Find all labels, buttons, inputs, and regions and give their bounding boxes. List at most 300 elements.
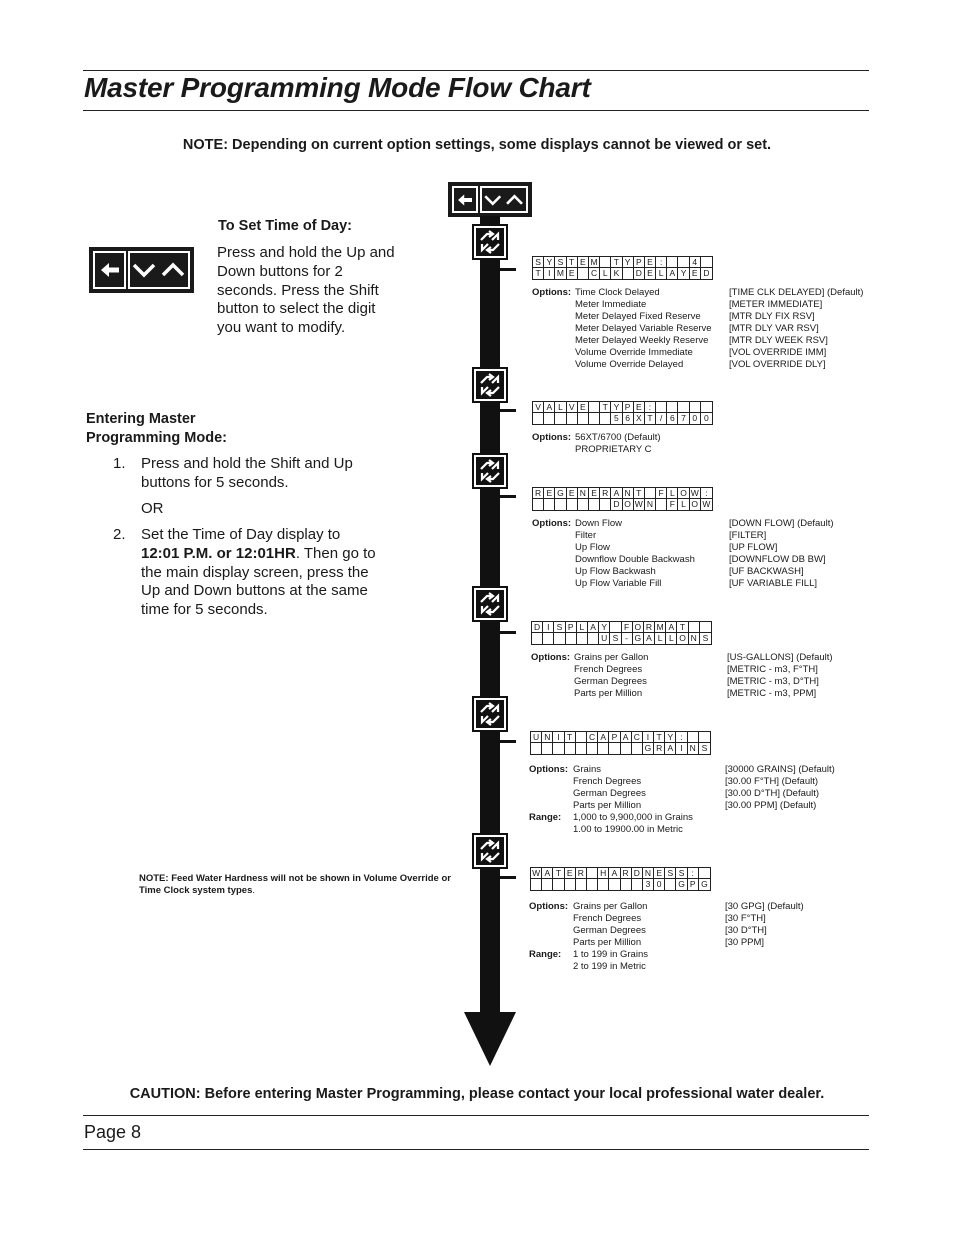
lcd-cell: :	[656, 257, 667, 268]
option-item: Time Clock Delayed	[575, 287, 660, 298]
lcd-cell: O	[678, 488, 689, 499]
lcd-cell: S	[554, 622, 565, 633]
lcd-cell: T	[533, 268, 544, 279]
lcd-cell: E	[578, 402, 589, 413]
lcd-cell: S	[676, 868, 687, 879]
lcd-cell: T	[567, 257, 578, 268]
lcd-cell: A	[611, 488, 622, 499]
lcd-cell: G	[643, 743, 654, 754]
lcd-cell: G	[701, 879, 708, 889]
lcd-cell: N	[689, 633, 700, 644]
lcd-cell: L	[666, 633, 677, 644]
lcd-cell: M	[555, 268, 566, 279]
down-up-chevron-icon	[482, 191, 526, 209]
option-value: [DOWNFLOW DB BW]	[729, 554, 826, 565]
flow-tick	[500, 409, 516, 412]
lcd-cell	[576, 879, 587, 890]
option-item: 56XT/6700 (Default)	[575, 432, 661, 443]
lcd-cell: I	[676, 743, 687, 754]
option-value: [30000 GRAINS] (Default)	[725, 764, 835, 775]
lcd-cell: A	[544, 402, 555, 413]
lcd-cell: S	[610, 633, 621, 644]
range-list	[573, 812, 693, 836]
lcd-cell: F	[622, 622, 633, 633]
lcd-cell	[578, 413, 589, 424]
option-item: Meter Delayed Weekly Reserve	[575, 335, 709, 346]
option-item: German Degrees	[573, 788, 646, 799]
lcd-cell	[531, 743, 542, 754]
lcd-display	[532, 401, 713, 425]
option-value: [FILTER]	[729, 530, 767, 541]
option-item: Filter	[575, 530, 597, 541]
option-item: German Degrees	[574, 676, 647, 687]
lcd-cell: N	[623, 488, 634, 499]
shift-button	[474, 835, 506, 867]
options-label: Options:	[532, 287, 572, 298]
lcd-cell	[565, 743, 576, 754]
lcd-cell	[589, 413, 600, 424]
lcd-cell: T	[645, 413, 656, 424]
lcd-cell: E	[654, 868, 665, 879]
options-list	[573, 764, 646, 812]
lcd-cell	[678, 402, 689, 413]
option-value: [METRIC - m3, F°TH]	[727, 664, 818, 675]
shift-arrows-icon	[477, 458, 503, 484]
lcd-cell: A	[665, 743, 676, 754]
flow-arrowhead	[464, 1012, 516, 1066]
lcd-cell: S	[533, 257, 544, 268]
lcd-display	[531, 621, 712, 645]
lcd-cell	[589, 499, 600, 510]
lcd-cell	[542, 879, 553, 890]
option-item: Volume Override Immediate	[575, 347, 693, 358]
lcd-cell: R	[621, 868, 632, 879]
shift-arrows-icon	[477, 838, 503, 864]
range-label: Range:	[529, 949, 562, 960]
lcd-cell	[598, 743, 609, 754]
title-rule	[83, 110, 869, 111]
lcd-cell: L	[555, 402, 566, 413]
lcd-cell: E	[567, 268, 578, 279]
option-value: [30.00 D°TH] (Default)	[725, 788, 820, 799]
option-item: Grains	[573, 764, 601, 775]
option-item: French Degrees	[573, 913, 642, 924]
lcd-cell: G	[555, 488, 566, 499]
lcd-cell	[645, 488, 656, 499]
lcd-cell: A	[667, 268, 678, 279]
lcd-cell	[578, 268, 589, 279]
option-item: Meter Delayed Variable Reserve	[575, 323, 712, 334]
lcd-cell	[598, 879, 609, 890]
lcd-cell	[600, 499, 611, 510]
lcd-cell: R	[576, 868, 587, 879]
shift-arrows-icon	[477, 701, 503, 727]
option-value: [30 D°TH]	[725, 925, 767, 936]
lcd-cell: E	[645, 257, 656, 268]
top-up-down-button	[480, 186, 528, 213]
lcd-cell	[667, 402, 678, 413]
lcd-cell: I	[553, 732, 564, 743]
lcd-cell	[542, 743, 553, 754]
lcd-cell: Y	[611, 402, 622, 413]
lcd-cell: V	[567, 402, 578, 413]
lcd-cell: L	[600, 268, 611, 279]
option-item: Parts per Million	[573, 800, 642, 811]
lcd-cell: T	[611, 257, 622, 268]
lcd-cell: Y	[678, 268, 689, 279]
lcd-cell: O	[623, 499, 634, 510]
lcd-cell	[609, 879, 620, 890]
lcd-cell	[587, 868, 598, 879]
step-1-number: 1.	[113, 455, 126, 472]
lcd-cell	[543, 633, 554, 644]
lcd-display	[530, 867, 711, 891]
lcd-cell	[701, 402, 712, 413]
range-list	[573, 949, 648, 973]
feed-note-end: .	[252, 885, 255, 896]
lcd-cell: :	[688, 868, 699, 879]
option-value: [METRIC - m3, D°TH]	[727, 676, 819, 687]
lcd-cell: G	[633, 633, 644, 644]
lcd-cell: N	[643, 868, 654, 879]
or-label: OR	[141, 500, 164, 517]
lcd-cell: N	[578, 488, 589, 499]
lcd-cell: D	[632, 868, 643, 879]
option-value: [30 PPM]	[725, 937, 765, 948]
lcd-cell: U	[531, 732, 542, 743]
flow-tick	[500, 631, 516, 634]
lcd-cell	[699, 868, 710, 879]
option-value: [UP FLOW]	[729, 542, 778, 553]
options-label: Options:	[532, 432, 572, 443]
lcd-cell: W	[634, 499, 645, 510]
option-value: [UF VARIABLE FILL]	[729, 578, 817, 589]
lcd-cell	[566, 633, 577, 644]
step-2-pre: Set the Time of Day display to	[141, 526, 341, 543]
lcd-cell: L	[577, 622, 588, 633]
lcd-display	[532, 487, 713, 511]
lcd-cell	[600, 413, 611, 424]
lcd-cell	[678, 257, 689, 268]
lcd-cell: C	[587, 732, 598, 743]
options-list	[575, 287, 712, 371]
lcd-cell	[690, 402, 701, 413]
entering-heading: Entering Master Programming Mode:	[86, 411, 227, 446]
lcd-cell	[587, 879, 598, 890]
option-values-list	[729, 518, 834, 590]
lcd-cell	[533, 413, 544, 424]
options-label: Options:	[531, 652, 571, 663]
shift-arrows-icon	[477, 229, 503, 255]
options-list	[575, 518, 695, 590]
lcd-cell	[700, 622, 711, 633]
lcd-cell: 0	[654, 879, 665, 890]
options-list	[573, 901, 647, 949]
option-value: [DOWN FLOW] (Default)	[729, 518, 834, 529]
lcd-cell: C	[589, 268, 600, 279]
step-2-text	[141, 526, 381, 620]
lcd-cell	[665, 879, 676, 890]
lcd-cell: 6	[623, 413, 634, 424]
lcd-cell	[555, 499, 566, 510]
step-2-number: 2.	[113, 526, 126, 543]
lcd-cell: N	[688, 743, 699, 754]
lcd-cell: 4	[690, 257, 701, 268]
lcd-cell: D	[703, 268, 710, 278]
lcd-cell	[609, 743, 620, 754]
footer-rule-bottom	[83, 1149, 869, 1150]
caution-note: CAUTION: Before entering Master Programming, please contact your local professional water dealer.	[129, 1086, 825, 1102]
option-value: [30.00 F°TH] (Default)	[725, 776, 819, 787]
lcd-cell: :	[701, 488, 712, 499]
set-time-body: Press and hold the Up and Down buttons for 2 seconds. Press the Shift button to select the digit you want to modify.	[217, 244, 395, 337]
option-item: Meter Immediate	[575, 299, 647, 310]
left-arrow-button	[93, 251, 126, 289]
lcd-cell	[701, 257, 712, 268]
lcd-cell	[553, 743, 564, 754]
lcd-cell: E	[645, 268, 656, 279]
option-values-list	[725, 764, 835, 812]
lcd-cell: -	[622, 633, 633, 644]
lcd-display	[532, 256, 713, 280]
top-button-panel	[448, 182, 532, 217]
lcd-cell: E	[565, 868, 576, 879]
lcd-cell: R	[533, 488, 544, 499]
option-item: Up Flow Variable Fill	[575, 578, 662, 589]
lcd-cell: E	[690, 268, 701, 279]
option-value: [30 F°TH]	[725, 913, 766, 924]
lcd-cell: Y	[544, 257, 555, 268]
shift-button	[474, 226, 506, 258]
options-list	[574, 652, 648, 700]
lcd-cell	[600, 257, 611, 268]
lcd-cell: I	[543, 622, 554, 633]
range-item: 1.00 to 19900.00 in Metric	[573, 824, 683, 835]
option-item: French Degrees	[574, 664, 643, 675]
lcd-cell: 5	[611, 413, 622, 424]
shift-button	[474, 698, 506, 730]
option-value: [MTR DLY FIX RSV]	[729, 311, 815, 322]
option-values-list	[727, 652, 833, 700]
lcd-cell: :	[645, 402, 656, 413]
lcd-cell: N	[645, 499, 656, 510]
lcd-cell: A	[609, 868, 620, 879]
option-value: [UF BACKWASH]	[729, 566, 804, 577]
top-note: NOTE: Depending on current option settings, some displays cannot be viewed or set.	[182, 137, 772, 153]
lcd-cell: A	[666, 622, 677, 633]
lcd-cell: S	[665, 868, 676, 879]
feed-note-text: NOTE: Feed Water Hardness will not be shown in Volume Override or Time Clock system types	[139, 873, 451, 896]
lcd-cell: Y	[623, 257, 634, 268]
lcd-cell: Y	[665, 732, 676, 743]
options-label: Options:	[529, 901, 569, 912]
lcd-cell	[632, 879, 643, 890]
flow-tick	[500, 876, 516, 879]
lcd-cell: T	[677, 622, 688, 633]
lcd-cell: S	[702, 633, 709, 643]
lcd-cell: M	[589, 257, 600, 268]
option-item: French Degrees	[573, 776, 642, 787]
lcd-cell: G	[676, 879, 687, 890]
lcd-cell: 7	[678, 413, 689, 424]
lcd-cell: D	[634, 268, 645, 279]
lcd-cell: M	[655, 622, 666, 633]
lcd-cell	[689, 622, 700, 633]
option-value: [TIME CLK DELAYED] (Default)	[729, 287, 864, 298]
lcd-cell: A	[542, 868, 553, 879]
lcd-cell: R	[600, 488, 611, 499]
lcd-cell: S	[701, 743, 708, 753]
lcd-cell: X	[634, 413, 645, 424]
option-item: Grains per Gallon	[574, 652, 649, 663]
lcd-cell: P	[609, 732, 620, 743]
lcd-cell: T	[553, 868, 564, 879]
lcd-cell: A	[598, 732, 609, 743]
shift-arrows-icon	[477, 372, 503, 398]
lcd-cell	[555, 413, 566, 424]
lcd-cell: :	[676, 732, 687, 743]
lcd-cell: I	[643, 732, 654, 743]
lcd-cell: 0	[704, 413, 709, 423]
lcd-cell: A	[644, 633, 655, 644]
lcd-cell: L	[655, 633, 666, 644]
lcd-cell: L	[656, 268, 667, 279]
lcd-cell	[554, 633, 565, 644]
options-label: Options:	[532, 518, 572, 529]
top-left-arrow-button	[452, 186, 478, 213]
lcd-cell: P	[566, 622, 577, 633]
lcd-cell	[656, 499, 667, 510]
option-item: Up Flow	[575, 542, 610, 553]
lcd-cell: D	[611, 499, 622, 510]
lcd-cell: O	[677, 633, 688, 644]
lcd-cell	[623, 268, 634, 279]
options-label: Options:	[529, 764, 569, 775]
option-value: [VOL OVERRIDE DLY]	[729, 359, 826, 370]
lcd-cell	[532, 633, 543, 644]
shift-button	[474, 588, 506, 620]
lcd-cell: 0	[690, 413, 701, 424]
lcd-cell: E	[589, 488, 600, 499]
range-item: 1 to 199 in Grains	[573, 949, 648, 960]
options-list	[575, 432, 661, 456]
option-item: PROPRIETARY C	[575, 444, 652, 455]
lcd-cell	[544, 499, 555, 510]
lcd-cell: U	[599, 633, 610, 644]
lcd-cell: P	[634, 257, 645, 268]
flow-tick	[500, 495, 516, 498]
lcd-cell: S	[555, 257, 566, 268]
lcd-cell: E	[567, 488, 578, 499]
set-time-heading: To Set Time of Day:	[218, 218, 353, 234]
lcd-cell	[544, 413, 555, 424]
lcd-cell	[533, 499, 544, 510]
option-item: Parts per Million	[574, 688, 643, 699]
lcd-cell	[565, 879, 576, 890]
lcd-cell	[576, 732, 587, 743]
lcd-cell: T	[634, 488, 645, 499]
page-number: Page 8	[84, 1122, 142, 1142]
lcd-cell	[632, 743, 643, 754]
lcd-cell: 3	[643, 879, 654, 890]
flow-tick	[500, 740, 516, 743]
lcd-cell: V	[533, 402, 544, 413]
lcd-cell	[531, 879, 542, 890]
range-item: 2 to 199 in Metric	[573, 961, 646, 972]
option-item: Meter Delayed Fixed Reserve	[575, 311, 701, 322]
option-item: German Degrees	[573, 925, 646, 936]
option-value: [MTR DLY WEEK RSV]	[729, 335, 828, 346]
option-item: Parts per Million	[573, 937, 642, 948]
lcd-cell	[589, 402, 600, 413]
option-item: Down Flow	[575, 518, 622, 529]
lcd-cell	[578, 499, 589, 510]
lcd-cell: W	[531, 868, 542, 879]
left-arrow-icon	[99, 261, 121, 279]
lcd-cell: L	[667, 488, 678, 499]
lcd-cell: W	[690, 488, 701, 499]
option-item: Volume Override Delayed	[575, 359, 684, 370]
up-down-button	[128, 251, 190, 289]
lcd-cell: T	[600, 402, 611, 413]
shift-arrows-icon	[477, 591, 503, 617]
option-value: [VOL OVERRIDE IMM]	[729, 347, 827, 358]
lcd-cell: 6	[667, 413, 678, 424]
down-up-chevron-icon	[131, 258, 187, 282]
step-2-time: 12:01 P.M. or 12:01HR	[141, 544, 296, 562]
lcd-cell: D	[532, 622, 543, 633]
option-value: [MTR DLY VAR RSV]	[729, 323, 819, 334]
top-rule	[83, 70, 869, 71]
lcd-cell: F	[656, 488, 667, 499]
lcd-cell: /	[656, 413, 667, 424]
lcd-cell: I	[544, 268, 555, 279]
step-2-post: . Then go to the main display screen, press the Up and Down buttons at the same time for 5 seconds.	[141, 544, 376, 619]
option-item: Downflow Double Backwash	[575, 554, 695, 565]
lcd-cell: E	[634, 402, 645, 413]
footer-rule-top	[83, 1115, 869, 1116]
lcd-cell	[588, 633, 599, 644]
range-label: Range:	[529, 812, 562, 823]
option-value: [US-GALLONS] (Default)	[727, 652, 833, 663]
page-title: Master Programming Mode Flow Chart	[84, 72, 591, 103]
option-item: Up Flow Backwash	[575, 566, 656, 577]
lcd-cell	[621, 879, 632, 890]
shift-button	[474, 369, 506, 401]
option-value: [METER IMMEDIATE]	[729, 299, 823, 310]
lcd-cell: A	[588, 622, 599, 633]
lcd-cell: K	[611, 268, 622, 279]
lcd-cell	[567, 499, 578, 510]
lcd-cell: F	[667, 499, 678, 510]
lcd-cell	[610, 622, 621, 633]
lcd-cell	[577, 633, 588, 644]
lcd-cell: H	[598, 868, 609, 879]
lcd-cell: Y	[599, 622, 610, 633]
lcd-cell: A	[621, 732, 632, 743]
lcd-cell: P	[688, 879, 699, 890]
lcd-cell: L	[678, 499, 689, 510]
lcd-cell: C	[632, 732, 643, 743]
lcd-cell	[553, 879, 564, 890]
lcd-cell: O	[633, 622, 644, 633]
lcd-display	[530, 731, 711, 755]
lcd-cell	[656, 402, 667, 413]
option-value: [30 GPG] (Default)	[725, 901, 804, 912]
feed-water-note	[139, 873, 469, 897]
lcd-cell	[621, 743, 632, 754]
lcd-cell: T	[565, 732, 576, 743]
